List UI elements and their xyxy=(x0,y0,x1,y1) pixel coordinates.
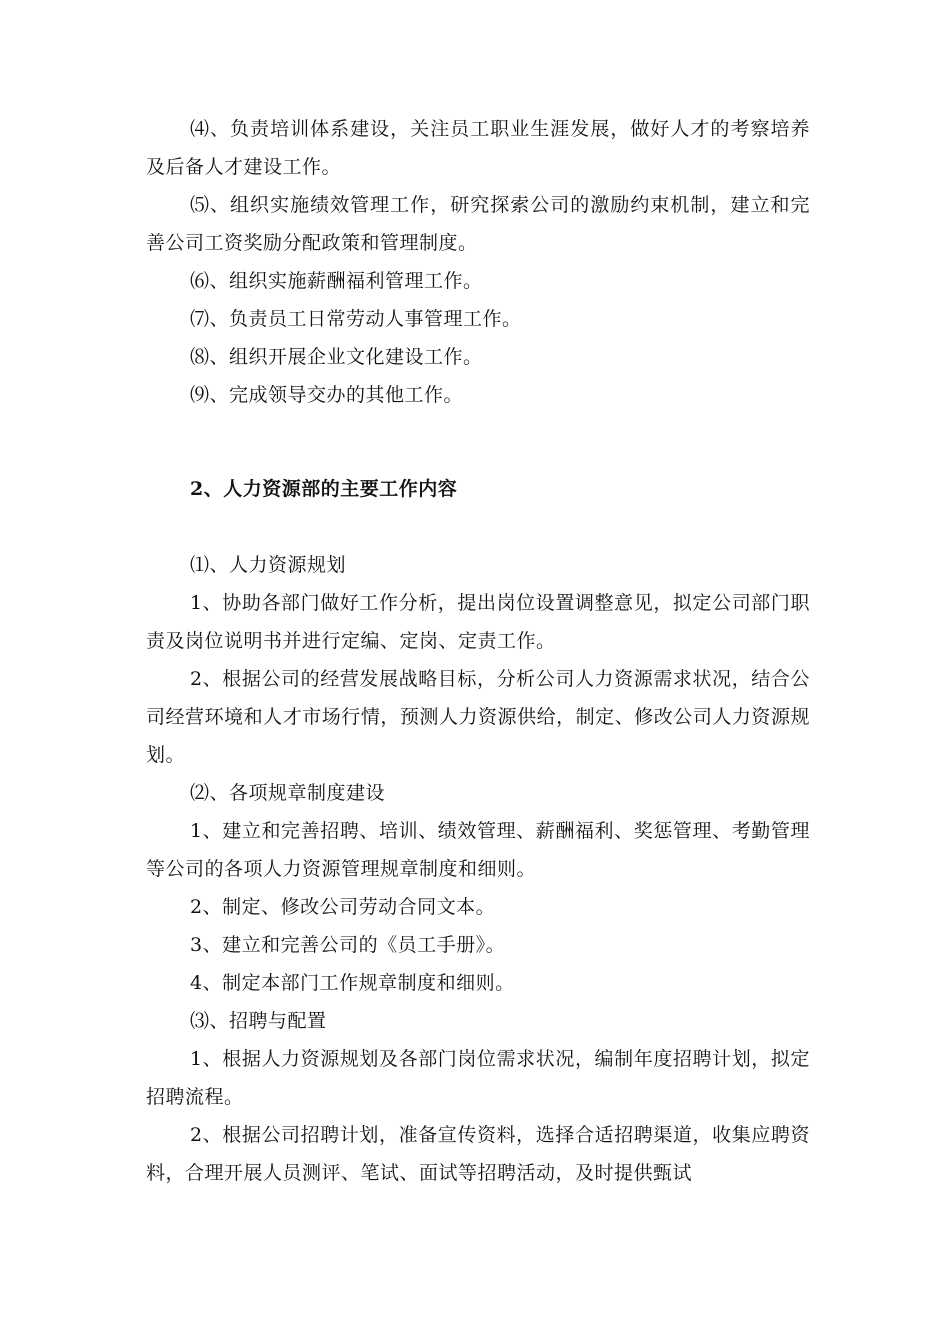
rules-point-2: 2、制定、修改公司劳动合同文本。 xyxy=(190,896,496,918)
recruit-title: ⑶、招聘与配置 xyxy=(190,1010,327,1032)
recruit-point-2: 2、根据公司招聘计划，准备宣传资料，选择合适招聘渠道，收集应聘资料，合理开展人员测评、笔试、面试等招聘活动，及时提供甄试 xyxy=(146,1124,810,1184)
section-heading: 2、人力资源部的主要工作内容 xyxy=(190,478,458,500)
document-page xyxy=(146,110,810,1192)
item-4-training: ⑷、负责培训体系建设，关注员工职业生涯发展，做好人才的考察培养及后备人才建设工作。 xyxy=(146,118,810,178)
item-8-culture: ⑻、组织开展企业文化建设工作。 xyxy=(190,346,483,368)
rules-point-3: 3、建立和完善公司的《员工手册》。 xyxy=(190,934,506,956)
item-7-personnel: ⑺、负责员工日常劳动人事管理工作。 xyxy=(190,308,522,330)
planning-point-1: 1、协助各部门做好工作分析，提出岗位设置调整意见，拟定公司部门职责及岗位说明书并进行定编、定岗、定责工作。 xyxy=(146,592,810,652)
item-6-compensation: ⑹、组织实施薪酬福利管理工作。 xyxy=(190,270,483,292)
rules-title: ⑵、各项规章制度建设 xyxy=(190,782,386,804)
planning-point-2: 2、根据公司的经营发展战略目标，分析公司人力资源需求状况，结合公司经营环境和人才市场行情，预测人力资源供给，制定、修改公司人力资源规划。 xyxy=(146,668,810,766)
item-9-other: ⑼、完成领导交办的其他工作。 xyxy=(190,384,464,406)
rules-point-4: 4、制定本部门工作规章制度和细则。 xyxy=(190,972,515,994)
rules-point-1: 1、建立和完善招聘、培训、绩效管理、薪酬福利、奖惩管理、考勤管理等公司的各项人力资源管理规章制度和细则。 xyxy=(146,820,810,880)
recruit-point-1: 1、根据人力资源规划及各部门岗位需求状况，编制年度招聘计划，拟定招聘流程。 xyxy=(146,1048,810,1108)
item-5-performance: ⑸、组织实施绩效管理工作，研究探索公司的激励约束机制，建立和完善公司工资奖励分配政策和管理制度。 xyxy=(146,194,810,254)
section-spacer xyxy=(146,414,810,470)
planning-title: ⑴、人力资源规划 xyxy=(190,554,347,576)
heading-spacer xyxy=(146,508,810,546)
